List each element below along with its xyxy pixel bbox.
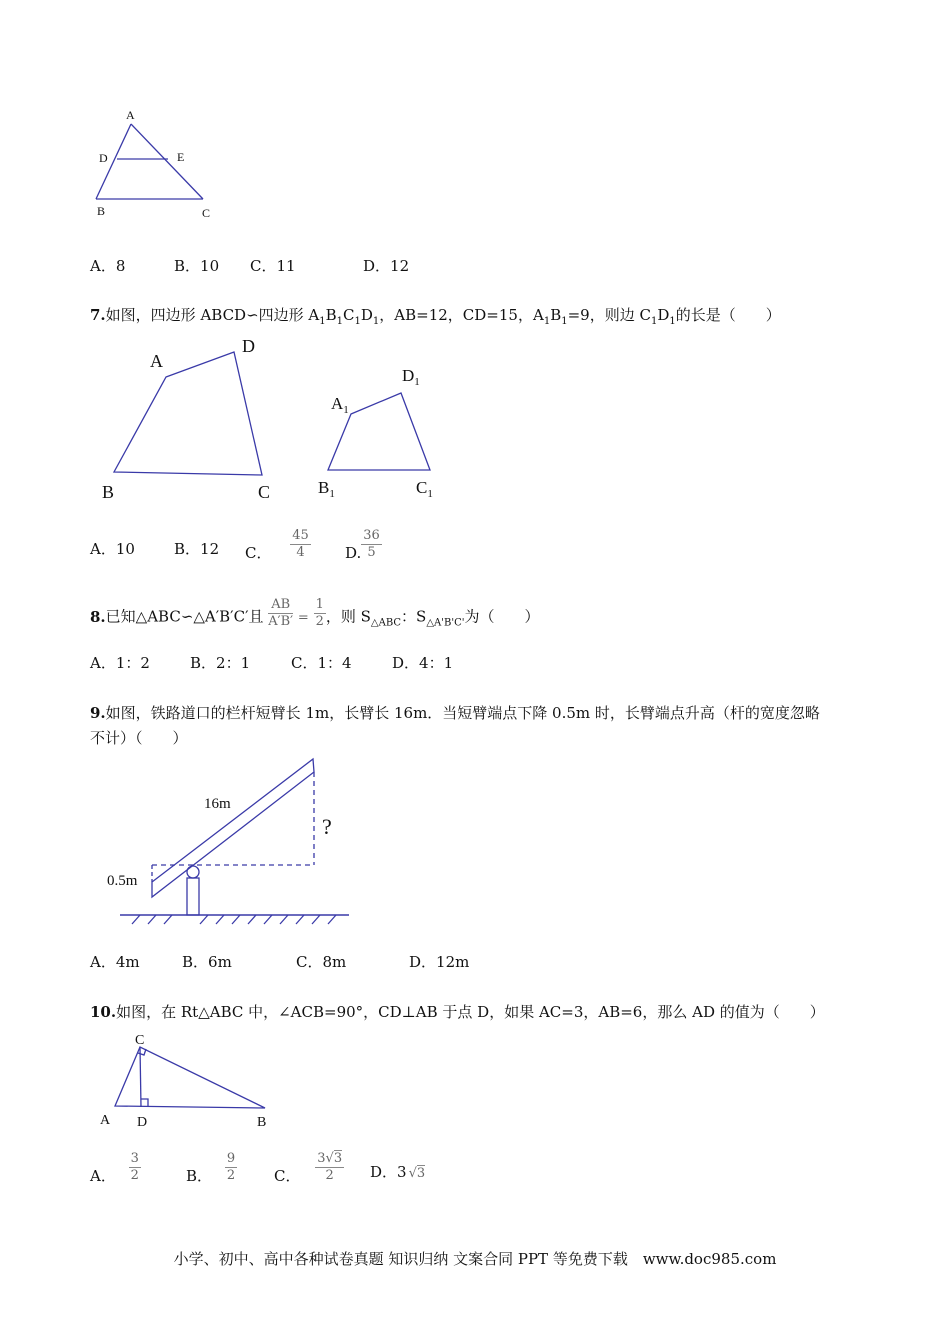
q10-question	[90, 1001, 825, 1022]
q8-option-b[interactable]: B．2：1	[190, 654, 251, 672]
q9-line2: 不计）（ ）	[90, 729, 188, 747]
q7-label-d: D	[242, 336, 255, 356]
q8-ratio-value	[314, 598, 326, 629]
q7-option-c[interactable]	[245, 529, 311, 560]
q7-option-d[interactable]	[345, 529, 382, 560]
q8-number: 8.	[90, 607, 106, 626]
q6-label-b: B	[97, 204, 106, 218]
radical-coefficient: 3	[317, 1151, 326, 1166]
q6-side-ab	[96, 124, 131, 199]
fraction-denominator: 2	[315, 614, 324, 629]
q6-option-a[interactable]: A．8	[90, 257, 126, 275]
q10-triangle-abc	[115, 1047, 265, 1108]
q9-question	[90, 702, 820, 723]
fraction-numerator	[315, 1152, 344, 1168]
q6-label-a: A	[126, 108, 135, 122]
q9-question-line2	[90, 727, 188, 748]
fraction-numerator: 1	[315, 597, 324, 612]
q9-line1: 如图，铁路道口的栏杆短臂长 1m，长臂长 16m．当短臂端点下降 0.5m 时，长臂端点升高（杆的宽度忽略	[105, 704, 820, 722]
q6-option-b[interactable]: B．10	[174, 257, 220, 275]
q10-text: 如图，在 Rt△ABC 中，∠ACB=90°，CD⊥AB 于点 D，如果 AC=3，AB=6，那么 AD 的值为（ ）	[116, 1003, 825, 1021]
q6-label-e: E	[177, 150, 185, 164]
q7-text-b: ，AB=12，CD=15，A	[379, 306, 544, 324]
fraction-denominator: 4	[296, 545, 305, 560]
q10-option-d-coefficient: 3	[397, 1163, 407, 1181]
q8-equals: =	[297, 610, 309, 626]
q10-label-b: B	[257, 1115, 267, 1130]
fraction-numerator: 9	[226, 1151, 236, 1166]
q9-short-drop-label: 0.5m	[107, 873, 138, 889]
q10-option-d[interactable]	[370, 1161, 425, 1182]
q7-label-a1: $A_1$	[331, 394, 349, 416]
q6-side-ac	[131, 124, 203, 199]
q7-sub: 1	[336, 316, 344, 327]
q10-right-angle-c	[138, 1049, 146, 1055]
radicand: 3	[333, 1151, 343, 1166]
fraction-numerator: 36	[363, 528, 380, 543]
q7-option-c-fraction	[290, 529, 311, 560]
q6-label-d: D	[99, 151, 108, 165]
q8-option-a[interactable]: A．1：2	[90, 654, 150, 672]
q7-quad-abcd	[114, 352, 262, 475]
fraction-numerator: 45	[292, 528, 309, 543]
sqrt-icon: √	[325, 1151, 334, 1166]
q7-option-a[interactable]: A．10	[90, 540, 135, 558]
q7-sub: 1	[650, 316, 658, 327]
q7-question: 7.如图，四边形 ABCD∽四边形 $A_1B_1C_1D_1$，AB=12，CD=15，$A_1B_1=9$，则边 $C_1D_1$的长是（ ）	[90, 306, 781, 327]
q10-right-angle-d	[141, 1099, 148, 1107]
q7-sub: 1	[669, 316, 676, 327]
q8-option-d[interactable]: D．4：1	[392, 654, 454, 672]
fraction-denominator: 2	[130, 1168, 139, 1183]
q9-option-a[interactable]: A．4m	[90, 953, 140, 971]
q7-text-d: 的长是（ ）	[675, 306, 781, 324]
q10-option-d-label: D．	[370, 1163, 398, 1181]
q7-option-b[interactable]: B．12	[174, 540, 220, 558]
fraction-denominator: A′B′	[268, 614, 294, 629]
q10-number: 10.	[90, 1003, 117, 1021]
q7-sub: 1	[561, 316, 568, 327]
q8-text-a: 已知△ABC∽△A′B′C′且	[105, 607, 264, 626]
q10-option-b[interactable]	[186, 1152, 237, 1183]
q9-unknown-rise-label: ?	[322, 814, 332, 839]
q7-option-d-label: D.	[345, 543, 362, 562]
q6-label-c: C	[202, 206, 211, 220]
q10-label-d: D	[137, 1115, 148, 1130]
q8-text-c: 为（ ）	[464, 607, 540, 626]
q9-ground-hatching	[132, 915, 336, 924]
q9-long-arm-label: 16m	[204, 796, 231, 812]
q10-option-a-fraction	[129, 1152, 141, 1183]
q7-sub: 1	[354, 316, 361, 327]
q10-option-b-fraction	[225, 1152, 237, 1183]
q6-option-d[interactable]: D．12	[363, 257, 410, 275]
q10-label-c: C	[135, 1033, 145, 1048]
q8-colon: ：S	[401, 607, 427, 626]
q8-text-b: ，则 S	[325, 607, 371, 626]
q7-label-c1: $C_1$	[416, 478, 433, 500]
q8-option-c[interactable]: C．1：4	[291, 654, 352, 672]
q7-option-c-label: C．	[245, 543, 272, 562]
q6-option-c[interactable]: C．11	[250, 257, 296, 275]
q7-sub: 1	[372, 316, 380, 327]
q7-label-a: A	[150, 351, 163, 371]
sqrt-icon: √	[408, 1166, 417, 1181]
page-footer: 小学、初中、高中各种试卷真题 知识归纳 文案合同 PPT 等免费下载 www.doc985.com	[173, 1250, 777, 1268]
fraction-denominator: 5	[367, 545, 376, 560]
q7-label-b1: $B_1$	[318, 478, 335, 500]
q10-option-a[interactable]	[90, 1152, 141, 1183]
q9-barrier-arm	[152, 759, 314, 897]
q8-question	[90, 597, 540, 633]
q10-label-a: A	[100, 1113, 111, 1128]
q7-option-d-fraction	[361, 529, 382, 560]
q7-text-a: 如图，四边形 ABCD∽四边形 A	[105, 306, 320, 324]
q7-sub: 1	[319, 316, 326, 327]
q9-post	[187, 878, 199, 915]
q7-label-c: C	[258, 482, 271, 502]
fraction-numerator: 3	[130, 1151, 139, 1166]
q7-label-d1: $D_1$	[402, 366, 420, 388]
q9-option-c[interactable]: C．8m	[296, 953, 347, 971]
q9-number: 9.	[90, 704, 106, 722]
q8-sub-abc: △ABC	[370, 617, 402, 629]
q10-option-c[interactable]	[274, 1152, 344, 1183]
q7-label-b: B	[102, 482, 115, 502]
q8-ratio-fraction	[268, 598, 293, 629]
q8-sub-abc2: △A'B'C'	[426, 617, 465, 629]
q10-option-a-label: A．	[90, 1166, 116, 1185]
q10-option-c-fraction	[315, 1152, 344, 1183]
q7-sub: 1	[543, 316, 551, 327]
q10-option-c-label: C．	[274, 1166, 301, 1185]
fraction-numerator: AB	[268, 598, 293, 614]
q7-number: 7.	[90, 306, 106, 324]
q10-option-b-label: B．	[186, 1166, 213, 1185]
q7-text-c: =9，则边 C	[567, 306, 651, 324]
q9-pivot	[187, 866, 199, 878]
q9-option-b[interactable]: B．6m	[182, 953, 232, 971]
q9-option-d[interactable]: D．12m	[409, 953, 470, 971]
q7-quad-a1b1c1d1	[328, 393, 430, 470]
q10-option-d-radicand: 3	[416, 1166, 426, 1181]
q10-altitude-cd	[140, 1047, 141, 1107]
fraction-denominator: 2	[325, 1168, 334, 1183]
fraction-denominator: 2	[226, 1168, 236, 1183]
